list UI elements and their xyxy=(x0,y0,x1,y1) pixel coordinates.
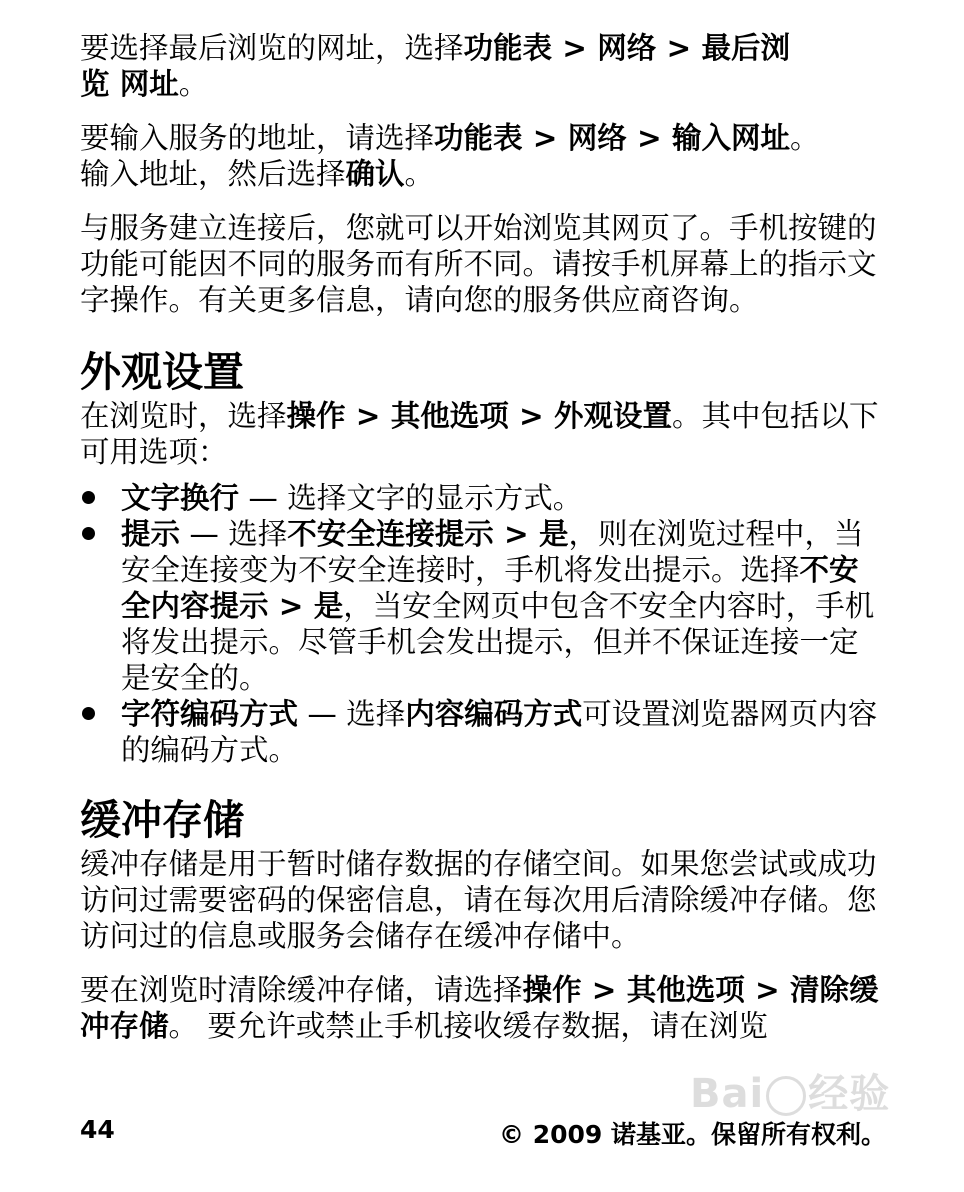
text: 。 xyxy=(404,157,435,191)
paragraph-appearance-intro xyxy=(80,398,886,470)
option-term: 字符编码方式 xyxy=(121,697,299,731)
watermark-text: 经验 xyxy=(808,1071,891,1117)
paragraph-cache-desc: 缓冲存储是用于暂时储存数据的存储空间。如果您尝试或成功访问过需要密码的保密信息，请在每次用后清除缓冲存储。您访问过的信息或服务会储存在缓冲存储中。 xyxy=(80,847,877,953)
option-text: — 选择 xyxy=(298,697,406,731)
copyright-notice: © 2009 诺基亚。保留所有权利。 xyxy=(499,1120,886,1149)
option-text: ，当安全网页中包含不安全内容时，手机将发出提示。尽管手机会发出提示，但并不保证连接一定是安全的。 xyxy=(121,589,875,695)
bullet-icon xyxy=(82,707,95,720)
watermark-text: Bai xyxy=(690,1071,765,1117)
option-text: 可设置浏览器网页内容的编码方式。 xyxy=(121,697,878,767)
paragraph-cache-clear xyxy=(80,972,886,1044)
text: 。 xyxy=(178,67,209,101)
menu-path: 操作 > 其他选项 > 外观设置 xyxy=(286,399,673,433)
menu-path: 操作 > 其他选项 > 清除缓冲存储 xyxy=(80,973,879,1043)
paw-icon xyxy=(766,1076,806,1116)
section-heading-appearance: 外观设置 xyxy=(80,348,244,396)
baidu-watermark-logo xyxy=(690,1062,890,1119)
option-text: — 选择文字的显示方式。 xyxy=(239,481,583,515)
section-heading-cache: 缓冲存储 xyxy=(80,796,244,844)
page-footer xyxy=(80,1115,886,1149)
text: 在浏览时，选择 xyxy=(80,399,287,433)
option-text: ，则在浏览过程中，当安全连接变为不安全连接时，手机将发出提示。选择 xyxy=(121,517,864,587)
menu-path-end: 览 网址 xyxy=(80,67,179,101)
document-page xyxy=(80,30,886,1044)
text: 。其中包括以下可用选项： xyxy=(80,399,879,469)
text: 。 xyxy=(790,121,820,155)
text: 要在浏览时清除缓冲存储，请选择 xyxy=(80,973,523,1007)
page-number: 44 xyxy=(80,1115,115,1144)
appearance-options-list xyxy=(80,480,886,768)
list-item xyxy=(80,516,886,696)
option-term: 提示 xyxy=(121,517,181,551)
list-item xyxy=(80,696,886,768)
option-text: — 选择 xyxy=(180,517,288,551)
text: 要输入服务的地址，请选择 xyxy=(80,121,435,155)
menu-path: 功能表 > 网络 > 最后浏 xyxy=(463,31,791,65)
option-term: 不安全连接提示 > 是 xyxy=(287,517,569,551)
paragraph-browsing: 与服务建立连接后，您就可以开始浏览其网页了。手机按键的功能可能因不同的服务而有所不同。请按手机屏幕上的指示文字操作。有关更多信息，请向您的服务供应商咨询。 xyxy=(80,211,877,317)
option-term: 不安全内容提示 > 是 xyxy=(121,553,859,623)
paragraph-enter-url xyxy=(80,120,886,192)
option-term: 内容编码方式 xyxy=(405,697,583,731)
text: 要选择最后浏览的网址，选择 xyxy=(80,31,464,65)
list-item xyxy=(80,480,886,516)
bullet-icon xyxy=(82,491,95,504)
confirm-label: 确认 xyxy=(345,157,405,191)
menu-path: 功能表 > 网络 > 输入网址 xyxy=(434,121,791,155)
text: 输入地址，然后选择 xyxy=(80,157,346,191)
option-term: 文字换行 xyxy=(121,481,240,515)
text: 。 要允许或禁止手机接收缓存数据，请在浏览 xyxy=(168,1009,768,1043)
bullet-icon xyxy=(82,527,95,540)
paragraph-last-url xyxy=(80,30,886,102)
